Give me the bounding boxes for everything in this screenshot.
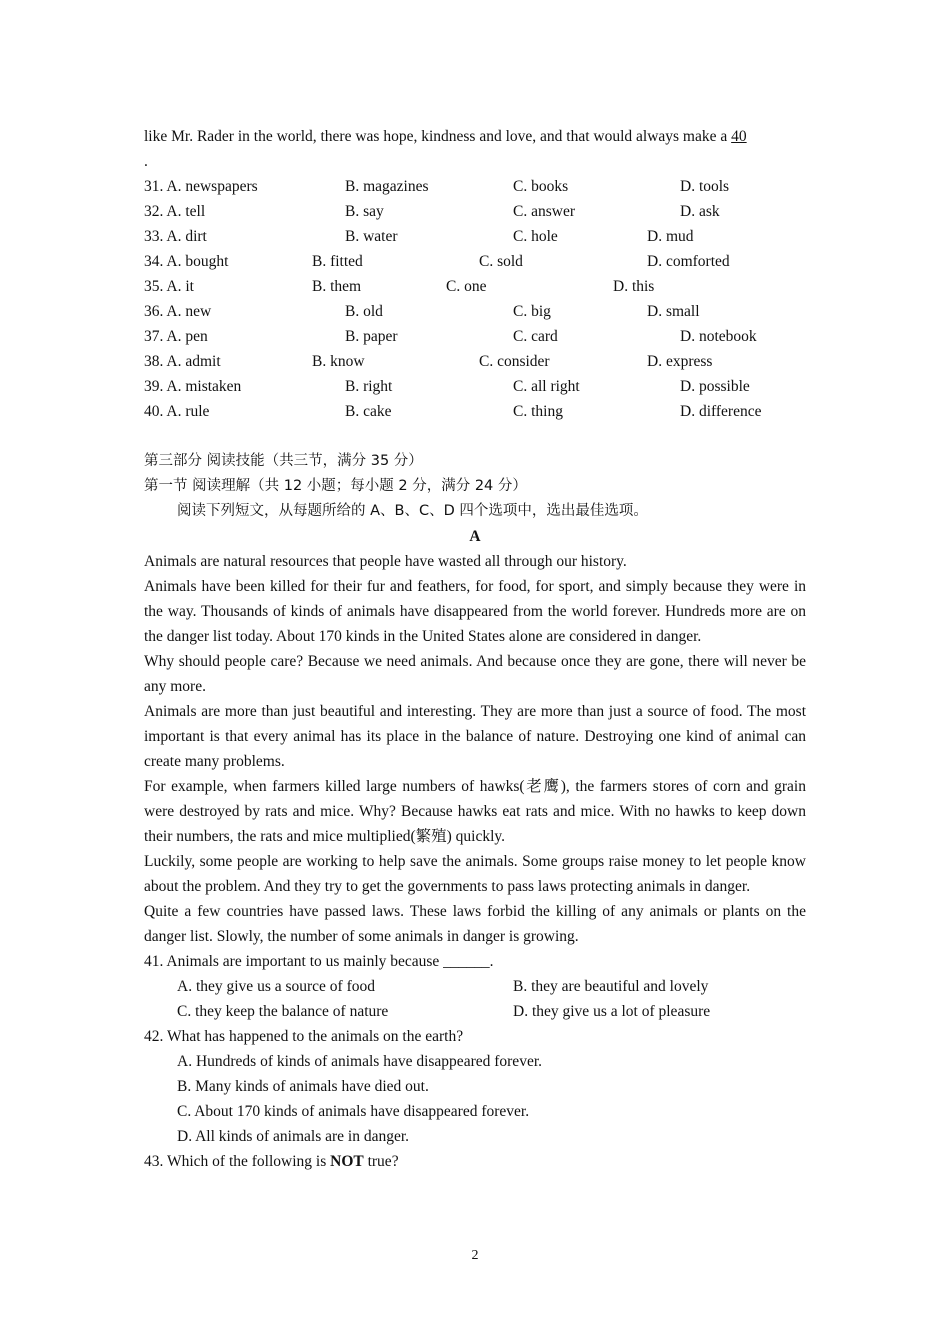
cloze-option-c: C. books bbox=[513, 178, 569, 195]
cloze-option-b: B. know bbox=[312, 353, 365, 370]
cloze-option-c: C. answer bbox=[513, 203, 575, 220]
cloze-option-b: B. fitted bbox=[312, 253, 363, 270]
cloze-option-c: C. card bbox=[513, 328, 558, 345]
passage-paragraph: Animals have been killed for their fur and feathers, for food, for sport, and simply because they were in the way. Thousands of kinds of animals have disappeared from the world forever. Hundreds more are on the danger list today. About 170 kinds in the United States alone are considered in danger. bbox=[144, 578, 806, 645]
cloze-option-c: C. sold bbox=[479, 253, 523, 270]
cloze-option-a: 37. A. pen bbox=[144, 328, 208, 345]
q42-option-b: B. Many kinds of animals have died out. bbox=[177, 1078, 429, 1095]
passage-paragraph: Why should people care? Because we need animals. And because once they are gone, there will never be any more. bbox=[144, 653, 806, 695]
cloze-option-a: 33. A. dirt bbox=[144, 228, 207, 245]
q41-option-b: B. they are beautiful and lovely bbox=[513, 978, 709, 995]
cloze-row bbox=[144, 274, 806, 299]
instruction: 阅读下列短文，从每题所给的 A、B、C、D 四个选项中，选出最佳选项。 bbox=[177, 503, 648, 519]
cloze-option-c: C. hole bbox=[513, 228, 558, 245]
cloze-option-b: B. paper bbox=[345, 328, 398, 345]
cloze-option-a: 40. A. rule bbox=[144, 403, 210, 420]
intro-text: like Mr. Rader in the world, there was hope, kindness and love, and that would always make a bbox=[144, 128, 732, 145]
cloze-option-d: D. mud bbox=[647, 228, 694, 245]
cloze-option-b: B. water bbox=[345, 228, 398, 245]
question-41-options-row2 bbox=[144, 999, 806, 1024]
q41-option-a: A. they give us a source of food bbox=[177, 978, 376, 995]
page-content bbox=[144, 124, 806, 1174]
cloze-option-d: D. this bbox=[613, 278, 655, 295]
cloze-option-a: 38. A. admit bbox=[144, 353, 221, 370]
cloze-option-c: C. thing bbox=[513, 403, 563, 420]
passage-paragraph: For example, when farmers killed large numbers of hawks(老鹰), the farmers stores of corn and grain were destroyed by rats and mice. Why? Because hawks eat rats and mice. With no hawks to keep down their numbers, the rats and mice multiplied(繁殖) quickly. bbox=[144, 778, 806, 845]
blank-40: 40 bbox=[731, 128, 747, 145]
cloze-option-c: C. one bbox=[446, 278, 487, 295]
cloze-option-d: D. tools bbox=[680, 178, 730, 195]
passage-paragraph: Animals are natural resources that people have wasted all through our history. bbox=[144, 553, 627, 570]
q41-option-d: D. they give us a lot of pleasure bbox=[513, 1003, 711, 1020]
q43-stem-after: true? bbox=[363, 1153, 399, 1170]
cloze-row bbox=[144, 299, 806, 324]
cloze-option-b: B. say bbox=[345, 203, 384, 220]
cloze-option-a: 34. A. bought bbox=[144, 253, 229, 270]
q43-stem-before: 43. Which of the following is bbox=[144, 1153, 331, 1170]
cloze-option-b: B. them bbox=[312, 278, 362, 295]
cloze-option-b: B. right bbox=[345, 378, 393, 395]
cloze-option-c: C. consider bbox=[479, 353, 550, 370]
cloze-option-d: D. notebook bbox=[680, 328, 757, 345]
cloze-row bbox=[144, 199, 806, 224]
part-title: 第三部分 阅读技能（共三节，满分 35 分） bbox=[144, 453, 423, 469]
cloze-option-c: C. all right bbox=[513, 378, 580, 395]
question-41-stem: 41. Animals are important to us mainly because ______. bbox=[144, 953, 494, 970]
cloze-options bbox=[144, 174, 806, 424]
cloze-option-d: D. ask bbox=[680, 203, 720, 220]
intro-period: . bbox=[144, 153, 148, 170]
cloze-option-d: D. difference bbox=[680, 403, 762, 420]
cloze-row bbox=[144, 324, 806, 349]
cloze-option-d: D. comforted bbox=[647, 253, 730, 270]
q41-option-c: C. they keep the balance of nature bbox=[177, 1003, 389, 1020]
q42-option-a: A. Hundreds of kinds of animals have disappeared forever. bbox=[177, 1053, 542, 1070]
cloze-option-d: D. possible bbox=[680, 378, 750, 395]
cloze-option-b: B. cake bbox=[345, 403, 392, 420]
passage-paragraph: Quite a few countries have passed laws. These laws forbid the killing of any animals or plants on the danger list. Slowly, the number of some animals in danger is growing. bbox=[144, 903, 806, 945]
page-number: 2 bbox=[471, 1248, 479, 1263]
cloze-option-a: 31. A. newspapers bbox=[144, 178, 258, 195]
question-42-stem: 42. What has happened to the animals on the earth? bbox=[144, 1028, 464, 1045]
cloze-option-a: 32. A. tell bbox=[144, 203, 206, 220]
q42-option-c: C. About 170 kinds of animals have disappeared forever. bbox=[177, 1103, 530, 1120]
cloze-option-a: 35. A. it bbox=[144, 278, 194, 295]
passage-paragraph: Luckily, some people are working to help save the animals. Some groups raise money to let people know about the problem. And they try to get the governments to pass laws protecting animals in danger. bbox=[144, 853, 806, 895]
passage-paragraph: Animals are more than just beautiful and interesting. They are more than just a source of food. The most important is that every animal has its place in the balance of nature. Destroying one kind of animal can create many problems. bbox=[144, 703, 806, 770]
cloze-row bbox=[144, 349, 806, 374]
intro-line bbox=[144, 124, 806, 149]
question-43-stem bbox=[144, 1149, 806, 1174]
question-41-options-row1 bbox=[144, 974, 806, 999]
section-subtitle: 第一节 阅读理解（共 12 小题；每小题 2 分，满分 24 分） bbox=[144, 478, 527, 494]
cloze-option-b: B. magazines bbox=[345, 178, 429, 195]
q42-option-d: D. All kinds of animals are in danger. bbox=[177, 1128, 410, 1145]
cloze-option-a: 36. A. new bbox=[144, 303, 212, 320]
cloze-row bbox=[144, 174, 806, 199]
q43-stem-bold: NOT bbox=[330, 1153, 364, 1170]
cloze-option-b: B. old bbox=[345, 303, 383, 320]
cloze-option-c: C. big bbox=[513, 303, 551, 320]
cloze-row bbox=[144, 224, 806, 249]
cloze-row bbox=[144, 399, 806, 424]
cloze-option-d: D. express bbox=[647, 353, 713, 370]
cloze-option-a: 39. A. mistaken bbox=[144, 378, 242, 395]
cloze-option-d: D. small bbox=[647, 303, 700, 320]
passage-label: A bbox=[469, 528, 481, 545]
cloze-row bbox=[144, 374, 806, 399]
cloze-row bbox=[144, 249, 806, 274]
